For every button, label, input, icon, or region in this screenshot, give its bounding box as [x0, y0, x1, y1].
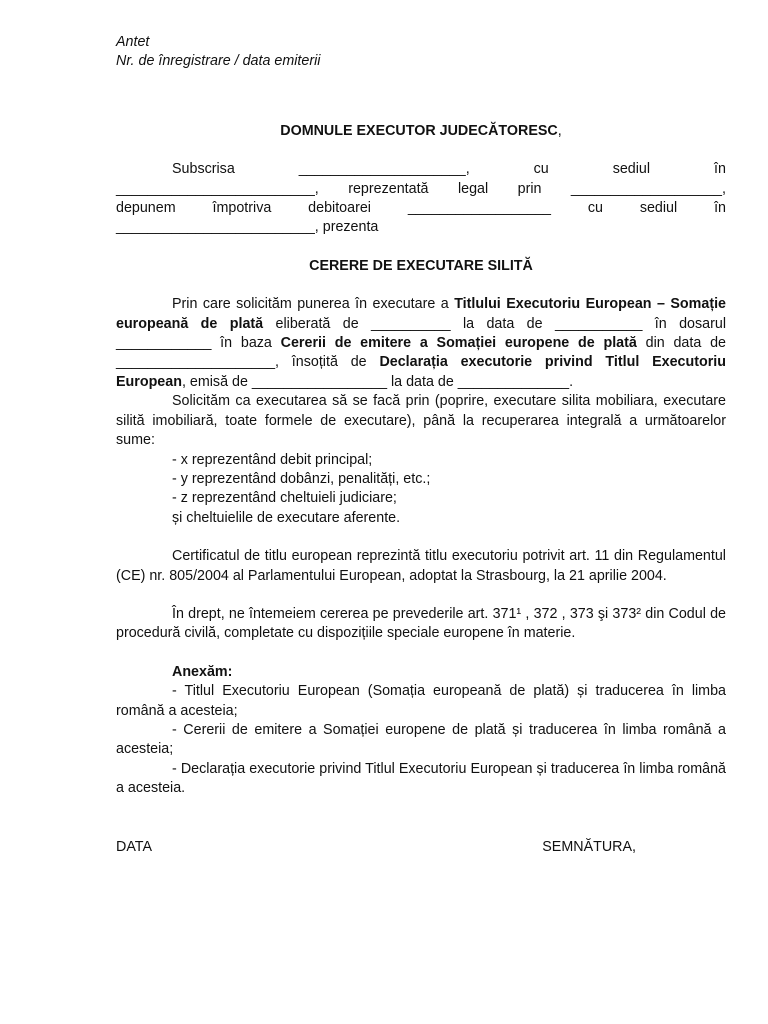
intro-blank: _________________________,	[116, 180, 319, 197]
intro-word: sediul	[639, 200, 678, 217]
intro-blank: ___________________,	[570, 180, 726, 197]
p1-text: eliberată de __________ la data de ___________ în dosarul ____________ în baza	[116, 315, 727, 352]
address-title-text: DOMNULE EXECUTOR JUDECĂTORESC	[280, 122, 558, 139]
p1-request-ref: Cererii de emitere a Somației europene de plată	[280, 335, 637, 352]
execution-paragraph: Solicităm ca executarea să se facă prin (poprire, executare silita mobiliara, executare silită imobiliară, toate formele de executare), până la recuperarea integrală a următoarelor sume:	[116, 393, 726, 449]
document-body	[116, 33, 726, 857]
intro-word: prin	[517, 180, 542, 197]
intro-line-2	[116, 180, 726, 199]
intro-word: în	[714, 161, 726, 178]
p1-text: Prin care solicităm punerea în executare a	[172, 296, 455, 313]
p1-text: , emisă de _________________ la data de ______________.	[181, 373, 574, 390]
intro-word: în	[714, 200, 726, 217]
sum-item: - y reprezentând dobânzi, penalități, etc.;	[172, 470, 431, 487]
signature-label: SEMNĂTURA,	[542, 838, 636, 855]
intro-line-3	[116, 199, 726, 218]
legal-basis-paragraph: În drept, ne întemeiem cererea pe prevederile art. 371¹ , 372 , 373 şi 373² din Codul de procedură civilă, completate cu dispozițiile speciale europene în materie.	[116, 605, 726, 642]
intro-blank: _________________________,	[116, 219, 319, 236]
intro-word: depunem	[116, 200, 176, 217]
intro-word: cu	[533, 161, 549, 178]
p1-title-ref: Titlului Executoriu European – Somație europeană de plată	[116, 296, 726, 332]
request-paragraph	[116, 295, 726, 392]
sum-item: și cheltuielile de executare aferente.	[172, 509, 401, 526]
annex-item: - Titlul Executoriu European (Somația europeană de plată) și traducerea în limba română a acesteia;	[116, 683, 726, 719]
sum-item: - x reprezentând debit principal;	[172, 451, 373, 468]
header-antet: Antet	[116, 34, 150, 50]
intro-word: Subscrisa	[172, 161, 235, 178]
intro-blank: __________________	[407, 200, 551, 217]
intro-blank: _____________________,	[298, 161, 470, 178]
annex-title: Anexăm:	[172, 663, 233, 680]
header-registration: Nr. de înregistrare / data emiterii	[116, 53, 321, 70]
intro-line-4	[116, 218, 726, 237]
sum-item: - z reprezentând cheltuieli judiciare;	[172, 490, 397, 507]
intro-word: legal	[457, 180, 489, 197]
intro-word: prezenta	[322, 219, 379, 236]
intro-line-1	[116, 160, 726, 179]
p1-text: din data de ____________________, însoțită de	[116, 335, 726, 371]
intro-word: împotriva	[212, 200, 272, 217]
document-title: CERERE DE EXECUTARE SILITĂ	[309, 257, 533, 274]
intro-paragraph	[116, 160, 726, 238]
intro-word: reprezentată	[348, 180, 429, 197]
annex-item: - Declarația executorie privind Titlul Executoriu European și traducerea în limba română a acesteia.	[116, 760, 726, 797]
address-title	[116, 122, 726, 141]
intro-word: sediul	[612, 161, 651, 178]
p1-declaration-ref: Declarația executorie privind Titlul Executoriu European	[116, 354, 726, 390]
certificate-paragraph: Certificatul de titlu european reprezintă titlu executoriu potrivit art. 11 din Regulamentul (CE) nr. 805/2004 al Parlamentului European, adoptat la Strasbourg, la 21 aprilie 2004.	[116, 548, 726, 584]
intro-word: debitoarei	[308, 200, 371, 217]
intro-word: cu	[587, 200, 603, 217]
signature-footer	[116, 838, 726, 857]
annex-item: - Cererii de emitere a Somației europene de plată și traducerea în limba română a acesteia;	[116, 721, 726, 758]
address-comma: ,	[557, 122, 562, 139]
date-label: DATA	[116, 838, 153, 855]
